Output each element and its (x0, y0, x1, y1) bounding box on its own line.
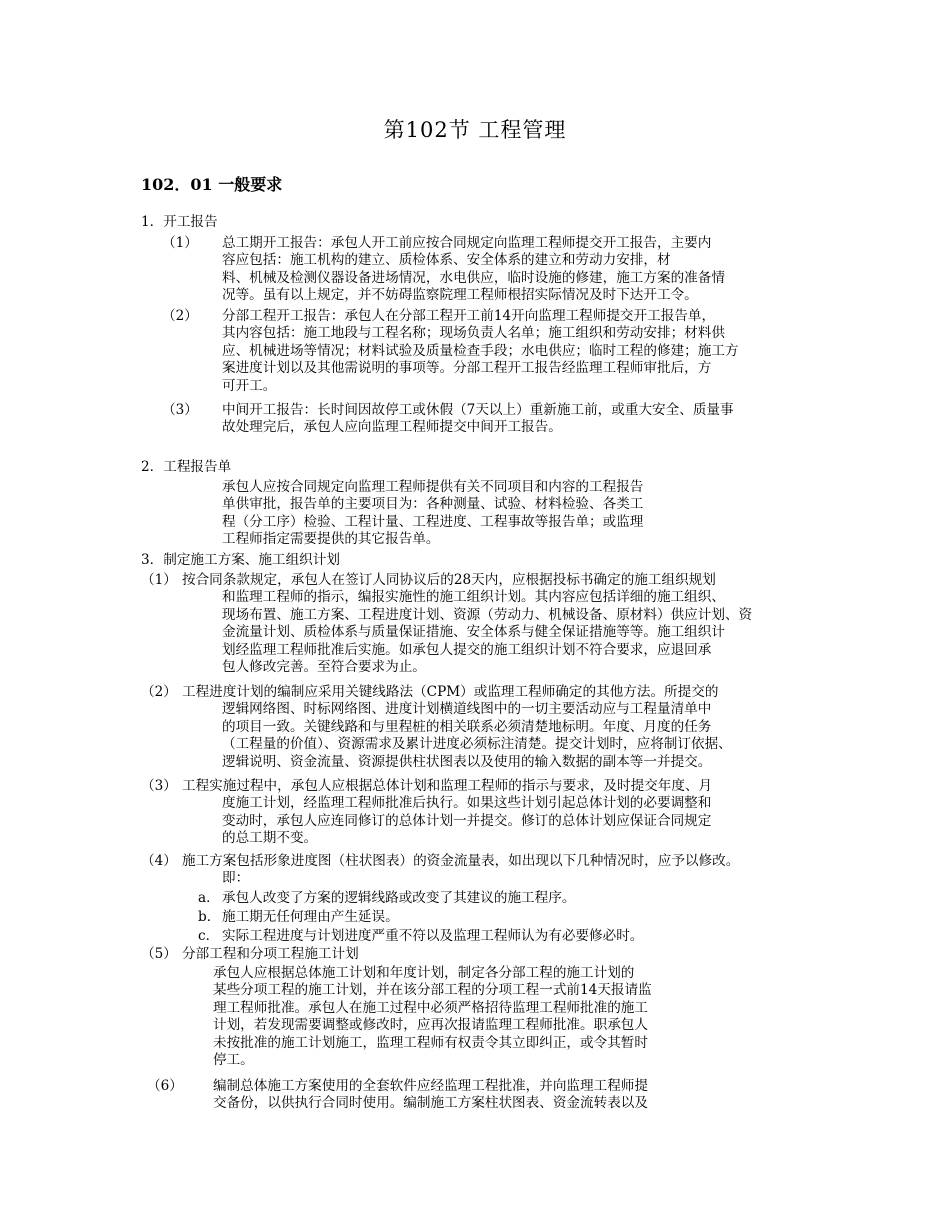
sub-a-text (222, 890, 575, 907)
text-line: 承包人改变了方案的逻辑线路或改变了其建议的施工程序。 (222, 890, 576, 906)
text-line: 中间开工报告：长时间因故停工或休假（7天以上）重新施工前，或重大安全、质量事 (222, 402, 734, 418)
item-1-2-label: （2） (162, 308, 198, 324)
item-3-2-label: （2） (141, 684, 177, 700)
text-line: 的项目一致。关键线路和与里程桩的相关联系必须清楚地标明。年度、月度的任务 (222, 718, 712, 735)
sub-a-label: a． (198, 890, 220, 906)
sub-c-label: c． (198, 928, 220, 944)
sub-b-text (222, 909, 399, 926)
item-1-3-label: （3） (162, 402, 198, 418)
text-line: 计划，若发现需要调整或修改时，应再次报请监理工程师批准。职承包人 (213, 1017, 648, 1034)
text-line: 度施工计划，经监理工程师批准后执行。如果这些计划引起总体计划的必要调整和 (222, 795, 712, 812)
text-line: 料、机械及检测仪器设备进场情况，水电供应，临时设施的修建，施工方案的准备情 (222, 269, 725, 286)
text-line: 承包人应按合同规定向监理工程师提供有关不同项目和内容的工程报告 (222, 479, 644, 495)
section-heading: 102．01 一般要求 (141, 175, 283, 194)
text-line: 变动时，承包人应连同修订的总体计划一并提交。修订的总体计划应保证合同规定 (222, 812, 712, 829)
text-line: 即： (222, 870, 250, 887)
text-line: （工程量的价值）、资源需求及累计进度必须标注清楚。提交计划时，应将制订依据、 (222, 736, 732, 753)
text-line: 案进度计划以及其他需说明的事项等。分部工程开工报告经监理工程师审批后，方 (222, 360, 712, 377)
item-3-1-text (222, 589, 752, 676)
item-3-6-text (213, 1078, 648, 1113)
item-3-4-label: （4） (141, 853, 177, 869)
item-1-1-text (222, 235, 725, 305)
text-line: 程（分工序）检验、工程计量、工程进度、工程事故等报告单；或监理 (222, 513, 644, 530)
text-line: 编制总体施工方案使用的全套软件应经监理工程批准，并向监理工程师提 (213, 1078, 648, 1094)
item-3-5-label: （5） (141, 946, 177, 962)
section-1-title: 1．开工报告 (141, 214, 218, 230)
text-line: 的总工期不变。 (222, 830, 318, 847)
text-line: 分部工程开工报告：承包人在分部工程开工前14开向监理工程师提交开工报告单， (222, 308, 716, 324)
section-3-title: 3．制定施工方案、施工组织计划 (141, 552, 340, 568)
text-line: 逻辑网络图、时标网络图、进度计划横道线图中的一切主要活动应与工程量清单中 (222, 701, 712, 718)
section-2-text (222, 479, 643, 549)
text-line: 工程进度计划的编制应采用关键线路法（CPM）或监理工程师确定的其他方法。所提交的 (182, 684, 719, 700)
item-3-3-label: （3） (141, 778, 177, 794)
item-3-5-first-line (182, 946, 359, 963)
text-line: 按合同条款规定，承包人在签订人同协议后的28天内，应根据投标书确定的施工组织规划 (182, 572, 716, 588)
text-line: 容应包括：施工机构的建立、质检体系、安全体系的建立和劳动力安排，材 (222, 252, 671, 269)
text-line: 总工期开工报告：承包人开工前应按合同规定向监理工程师提交开工报告，主要内 (222, 235, 712, 251)
item-3-1-first-line (182, 572, 716, 589)
text-line: 交备份，以供执行合同时使用。编制施工方案柱状图表、资金流转表以及 (213, 1095, 648, 1112)
text-line: 施工期无任何理由产生延误。 (222, 909, 399, 925)
item-3-5-text (213, 965, 652, 1069)
text-line: 工程实施过程中，承包人应根据总体计划和监理工程师的指示与要求，及时提交年度、月 (182, 778, 713, 794)
text-line: 现场布置、施工方案、工程进度计划、资源（劳动力、机械设备、原材料）供应计划、资 (222, 606, 753, 623)
text-line: 某些分项工程的施工计划，并在该分部工程的分项工程一式前14天报请监 (213, 982, 652, 999)
item-3-3-text (222, 795, 711, 847)
text-line: 工程师指定需要提供的其它报告单。 (222, 531, 440, 548)
text-line: 分部工程和分项工程施工计划 (182, 946, 359, 962)
text-line: 单供审批，报告单的主要项目为：各种测量、试验、材料检验、各类工 (222, 496, 644, 513)
item-3-1-label: （1） (141, 572, 177, 588)
sub-c-text (222, 928, 643, 945)
item-3-4-first-line (182, 853, 739, 870)
text-line: 逻辑说明、资金流量、资源提供柱状图表以及使用的输入数据的副本等一并提交。 (222, 753, 712, 770)
text-line: 故处理完后，承包人应向监理工程师提交中间开工报告。 (222, 419, 562, 436)
item-1-3-text (222, 402, 734, 437)
text-line: 况等。虽有以上规定，并不妨碍监察院理工程师根招实际情况及时下达开工令。 (222, 287, 698, 304)
item-3-2-first-line (182, 684, 718, 701)
text-line: 可开工。 (222, 377, 277, 394)
text-line: 金流量计划、质检体系与质量保证措施、安全体系与健全保证措施等等。施工组织计 (222, 624, 725, 641)
text-line: 停工。 (213, 1052, 254, 1069)
item-3-2-text (222, 701, 732, 771)
text-line: 未按批准的施工计划施工，监理工程师有权责令其立即纠正，或令其暂时 (213, 1034, 648, 1051)
text-line: 承包人应根据总体施工计划和年度计划，制定各分部工程的施工计划的 (213, 965, 635, 981)
item-3-4-text (222, 870, 249, 887)
text-line: 实际工程进度与计划进度严重不符以及监理工程师认为有必要修必时。 (222, 928, 644, 944)
text-line: 施工方案包括形象进度图（柱状图表）的资金流量表，如出现以下几种情况时，应予以修改。 (182, 853, 740, 869)
item-3-6-label: （6） (147, 1078, 183, 1094)
section-2-title: 2．工程报告单 (141, 459, 232, 475)
page-title: 第102节 工程管理 (383, 118, 567, 142)
text-line: 理工程师批准。承包人在施工过程中必须严格招待监理工程师批准的施工 (213, 999, 648, 1016)
text-line: 划经监理工程师批准后实施。如承包人提交的施工组织计划不符合要求，应退回承 (222, 641, 712, 658)
text-line: 包人修改完善。至符合要求为止。 (222, 659, 426, 676)
text-line: 应、机械进场等情况；材料试验及质量检查手段；水电供应；临时工程的修建；施工方 (222, 342, 739, 359)
item-1-1-label: （1） (162, 235, 198, 251)
item-3-3-first-line (182, 778, 712, 795)
text-line: 其内容包括：施工地段与工程名称；现场负责人名单；施工组织和劳动安排；材料供 (222, 325, 725, 342)
sub-b-label: b． (198, 909, 221, 925)
item-1-2-text (222, 308, 739, 395)
text-line: 和监理工程师的指示，编报实施性的施工组织计划。其内容应包括详细的施工组织、 (222, 589, 725, 606)
